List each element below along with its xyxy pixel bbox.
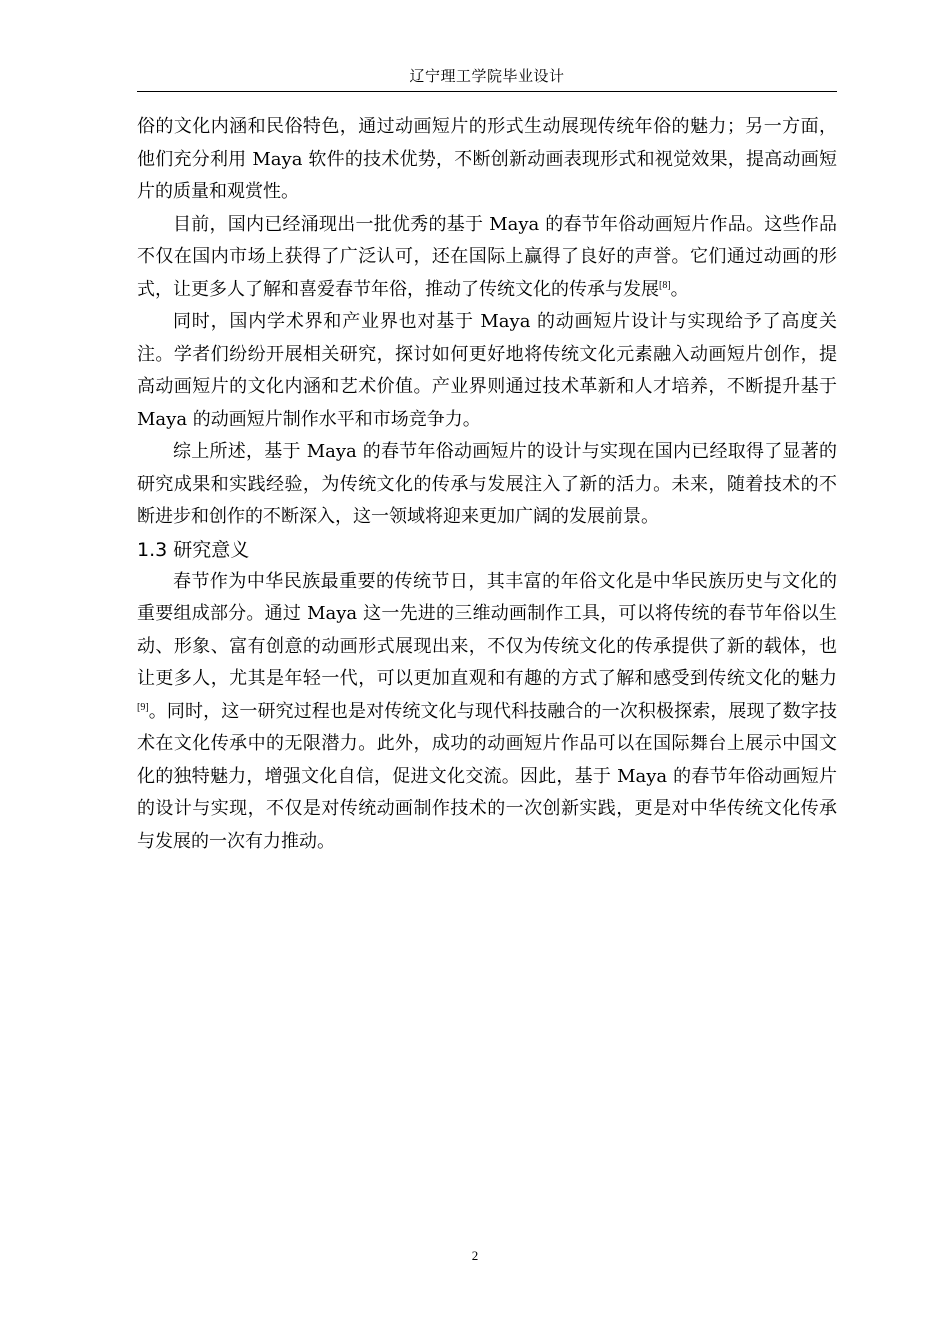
header-rule [137,91,837,92]
citation-marker: [8] [659,279,671,291]
paragraph-text: 俗的文化内涵和民俗特色，通过动画短片的形式生动展现传统年俗的魅力；另一方面，他们充分利用 Maya 软件的技术优势，不断创新动画表现形式和视觉效果，提高动画短片的质量和观赏性。 [137,116,837,202]
paragraph [137,209,837,307]
paragraph [137,306,837,436]
paragraph [137,566,837,859]
paragraph-continued [137,111,837,209]
section-heading: 1.3 研究意义 [137,538,250,561]
running-header: 辽宁理工学院毕业设计 [409,67,565,85]
paragraph-text: 综上所述，基于 Maya 的春节年俗动画短片的设计与实现在国内已经取得了显著的研究成果和实践经验，为传统文化的传承与发展注入了新的活力。未来，随着技术的不断进步和创作的不断深入，这一领域将迎来更加广阔的发展前景。 [137,441,837,527]
paragraph-text: 目前，国内已经涌现出一批优秀的基于 Maya 的春节年俗动画短片作品。这些作品不仅在国内市场上获得了广泛认可，还在国际上赢得了良好的声誉。它们通过动画的形式，让更多人了解和喜爱春节年俗，推动了传统文化的传承与发展 [137,213,837,300]
paragraph-text-end: 。 [670,278,689,300]
body-text [137,111,837,858]
page-number: 2 [471,1248,479,1263]
citation-marker: [9] [137,701,149,713]
paragraph [137,436,837,534]
paragraph-text: 同时，国内学术界和产业界也对基于 Maya 的动画短片设计与实现给予了高度关注。学者们纷纷开展相关研究，探讨如何更好地将传统文化元素融入动画短片创作，提高动画短片的文化内涵和艺术价值。产业界则通过技术革新和人才培养，不断提升基于 Maya 的动画短片制作水平和市场竞争力。 [137,311,837,430]
paragraph-text-end: 。同时，这一研究过程也是对传统文化与现代科技融合的一次积极探索，展现了数字技术在文化传承中的无限潜力。此外，成功的动画短片作品可以在国际舞台上展示中国文化的独特魅力，增强文化自信，促进文化交流。因此，基于 Maya 的春节年俗动画短片的设计与实现，不仅是对传统动画制作技术的一次创新实践，更是对中华传统文化传承与发展的一次有力推动。 [137,700,837,852]
paragraph-text: 春节作为中华民族最重要的传统节日，其丰富的年俗文化是中华民族历史与文化的重要组成部分。通过 Maya 这一先进的三维动画制作工具，可以将传统的春节年俗以生动、形象、富有创意的动画形式展现出来，不仅为传统文化的传承提供了新的载体，也让更多人，尤其是年轻一代，可以更加直观和有趣的方式了解和感受到传统文化的魅力 [137,570,837,689]
